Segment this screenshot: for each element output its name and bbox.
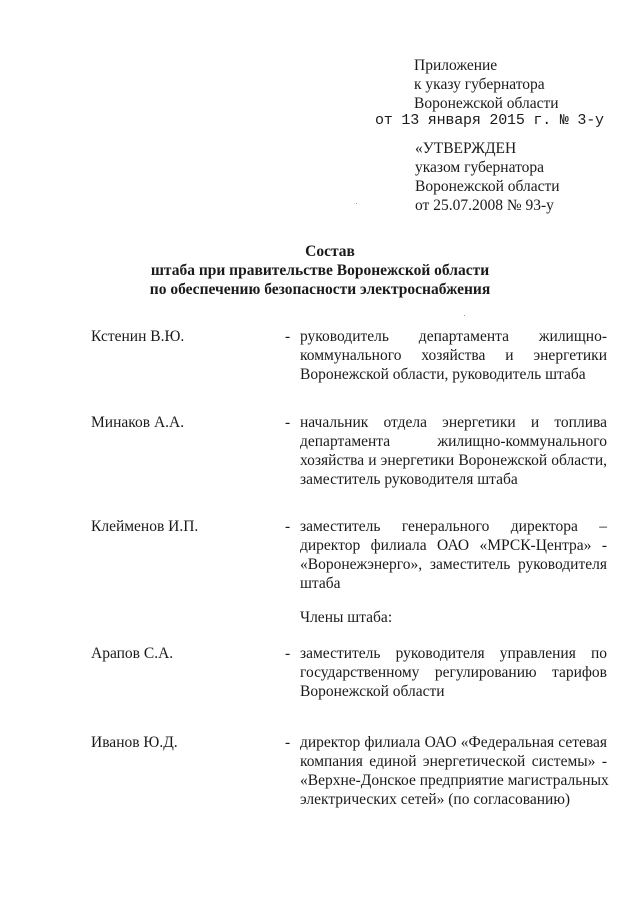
role-line: директор филиала ОАО «МРСК-Центра» - <box>300 537 607 554</box>
entry-dash: - <box>285 414 291 431</box>
appendix-block <box>414 56 559 113</box>
entry-dash: - <box>285 328 291 345</box>
appendix-line: Воронежской области <box>414 95 559 112</box>
role-line: компания единой энергетической системы» - <box>300 753 607 770</box>
member-name: Иванов Ю.Д. <box>91 734 178 751</box>
role-line: департамента жилищно-коммунального <box>300 433 607 450</box>
role-line: заместитель руководителя штаба <box>300 471 518 488</box>
document-title <box>0 242 640 299</box>
approved-line: «УТВЕРЖДЕН <box>415 140 517 157</box>
role-line: электрических сетей» (по согласованию) <box>300 791 571 808</box>
role-line: начальник отдела энергетики и топлива <box>300 414 607 431</box>
role-line: заместитель руководителя управления по <box>300 645 607 662</box>
members-label: Члены штаба: <box>300 609 393 626</box>
entry-dash: - <box>285 518 291 535</box>
role-line: «Верхне-Донское предприятие магистральных <box>300 772 609 789</box>
approved-line: Воронежской области <box>415 178 560 195</box>
role-line: директор филиала ОАО «Федеральная сетевая <box>300 734 607 751</box>
member-role <box>300 644 607 701</box>
appendix-line: Приложение <box>414 57 498 74</box>
title-line: штаба при правительстве Воронежской области <box>150 262 490 279</box>
title-line: Состав <box>305 243 355 260</box>
title-line: по обеспечению безопасности электроснабжения <box>149 281 491 298</box>
member-role <box>300 327 607 384</box>
approved-line: от 25.07.2008 № 93-у <box>415 197 554 214</box>
role-line: «Воронежэнерго», заместитель руководителя <box>300 556 607 573</box>
scan-speck <box>356 203 357 204</box>
role-line: заместитель генерального директора – <box>300 518 607 535</box>
role-line: государственному регулированию тарифов <box>300 664 607 681</box>
role-line: штаба <box>300 575 341 592</box>
member-role <box>300 733 607 809</box>
entry-dash: - <box>285 734 291 751</box>
approved-line: указом губернатора <box>415 159 545 176</box>
role-line: хозяйства и энергетики Воронежской области, <box>300 452 607 469</box>
member-role <box>300 413 607 489</box>
role-line: руководитель департамента жилищно- <box>300 328 607 345</box>
member-name: Кстенин В.Ю. <box>91 328 185 345</box>
member-role <box>300 517 607 593</box>
appendix-date-line: от 13 января 2015 г. № 3-у <box>375 112 604 129</box>
entry-dash: - <box>285 645 291 662</box>
approved-block <box>415 139 560 215</box>
appendix-line: к указу губернатора <box>414 76 545 93</box>
scan-speck <box>464 315 465 316</box>
role-line: Воронежской области, руководитель штаба <box>300 366 586 383</box>
member-name: Арапов С.А. <box>91 645 174 662</box>
member-name: Клейменов И.П. <box>91 518 199 535</box>
role-line: коммунального хозяйства и энергетики <box>300 347 607 364</box>
member-name: Минаков А.А. <box>91 414 185 431</box>
role-line: Воронежской области <box>300 683 445 700</box>
